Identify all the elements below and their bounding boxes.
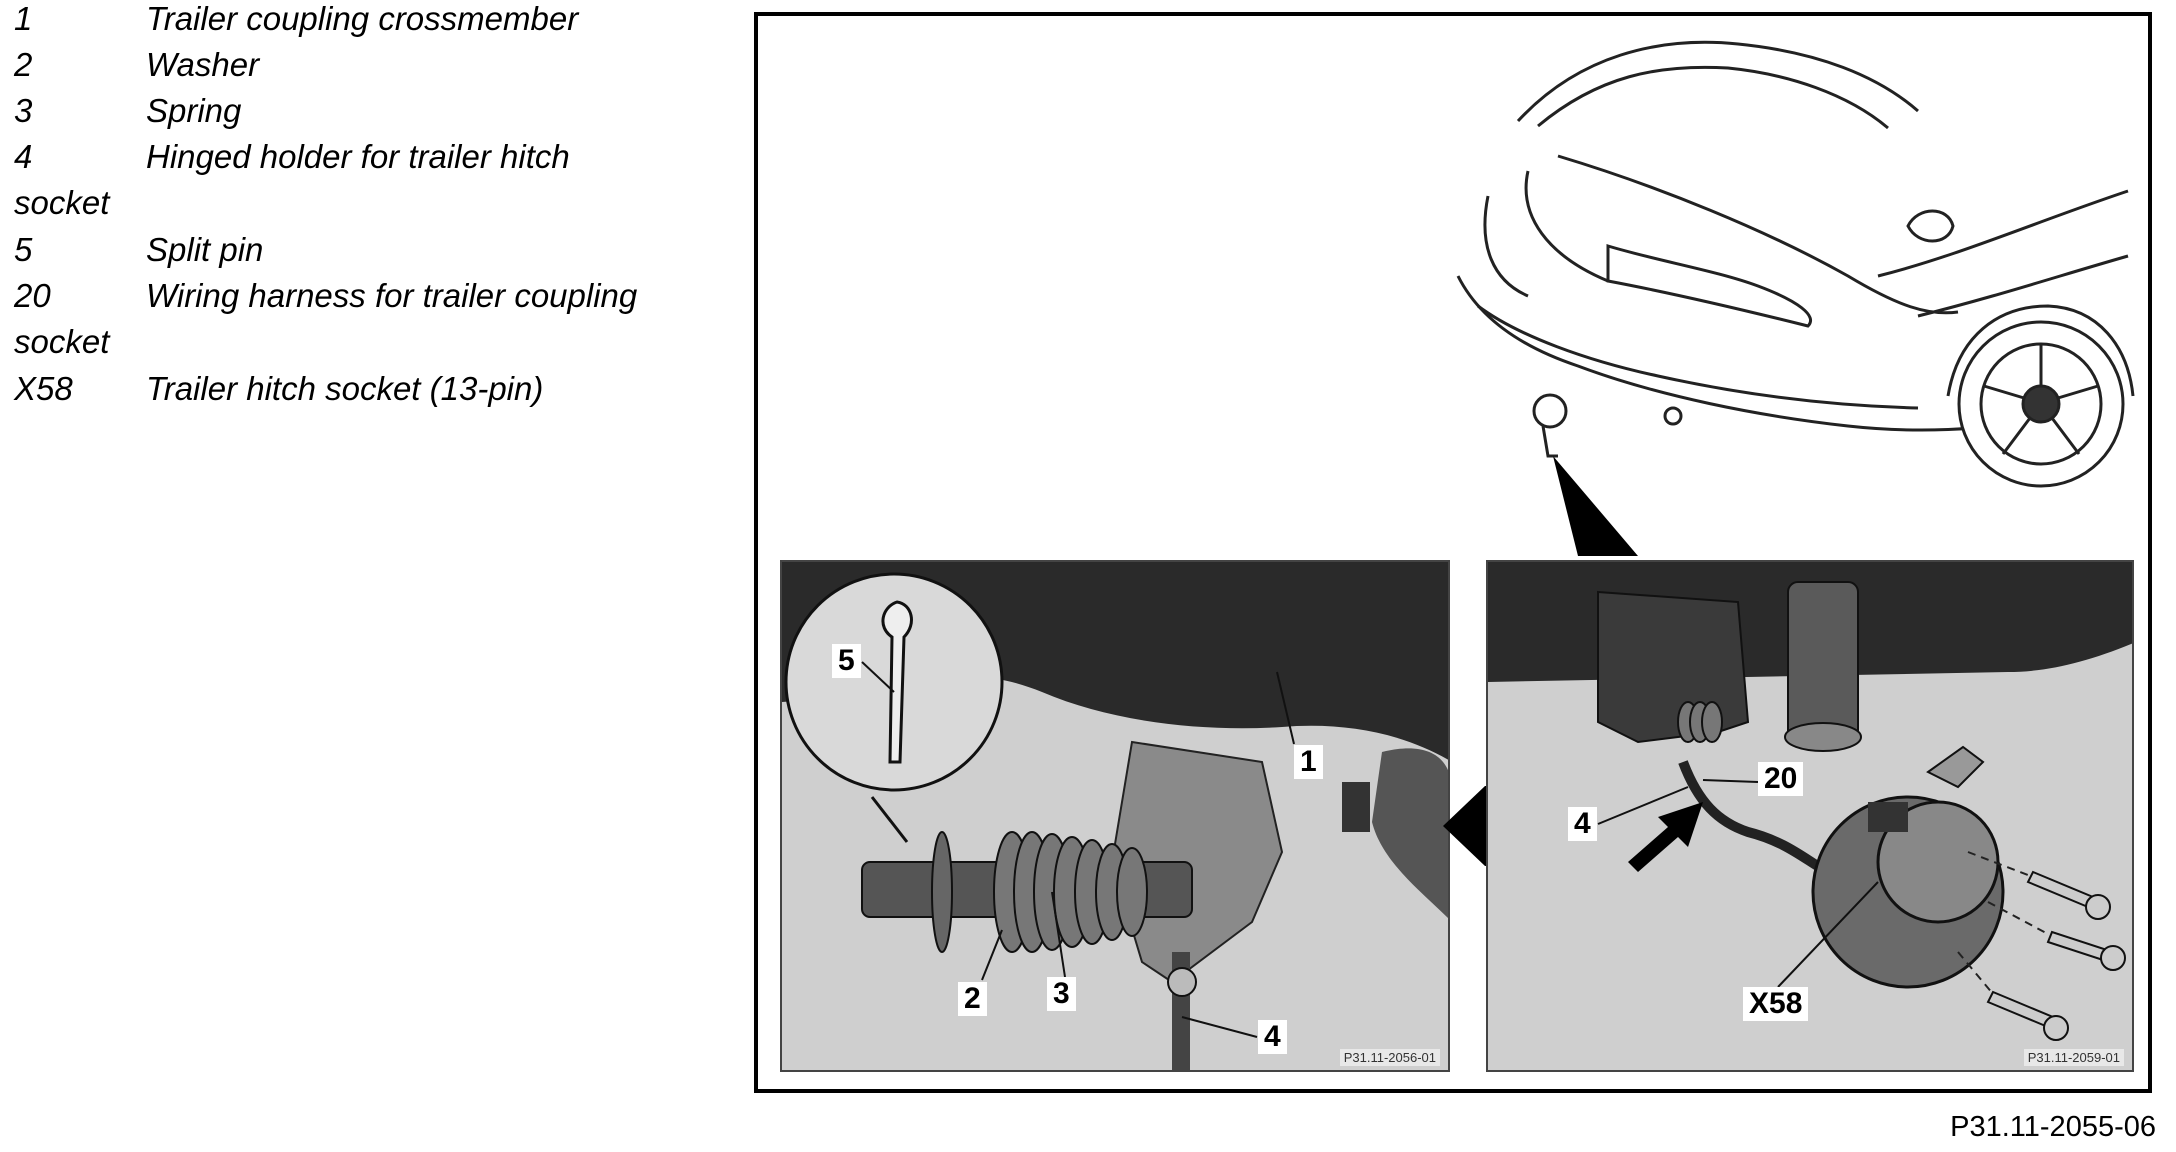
legend-text: Hinged holder for trailer hitch [146,138,570,175]
legend-item [14,138,734,231]
legend-number: X58 [14,370,73,407]
callout-5: 5 [832,644,861,678]
left-panel-ref-code: P31.11-2056-01 [1340,1049,1440,1066]
left-detail-panel [780,560,1450,1072]
callout-4: 4 [1568,807,1597,841]
left-detail-illustration [782,562,1450,1072]
legend-number: 4 [14,138,33,175]
trailer-hitch-ball-icon [1534,395,1681,456]
legend-item [14,370,734,416]
legend-number: 5 [14,231,33,268]
callout-x58: X58 [1743,987,1808,1021]
figure-frame [754,12,2152,1093]
legend-item [14,231,734,277]
legend-text: Washer [146,46,260,83]
callout-3: 3 [1047,977,1076,1011]
callout-1: 1 [1294,745,1323,779]
legend-text: Trailer coupling crossmember [146,0,579,37]
legend-number: 20 [14,277,51,314]
figure-code: P31.11-2055-06 [1950,1111,2156,1143]
legend-text: Split pin [146,231,264,268]
legend-text: Trailer hitch socket (13-pin) [146,370,544,407]
legend-text: Spring [146,92,242,129]
wheel-icon [1959,322,2123,486]
detail-pointer-icon [1553,456,1638,556]
legend-item [14,46,734,92]
car-rear-illustration [758,16,2148,576]
legend-text: Wiring harness for trailer coupling [146,277,638,314]
callout-2: 2 [958,982,987,1016]
legend-number: 1 [14,0,33,37]
legend-text-continuation: socket [14,323,110,360]
parts-legend [14,0,734,416]
callout-4: 4 [1258,1020,1287,1054]
callout-20: 20 [1758,762,1803,796]
legend-item [14,0,734,46]
legend-number: 2 [14,46,33,83]
right-panel-ref-code: P31.11-2059-01 [2024,1049,2124,1066]
legend-item [14,277,734,370]
legend-number: 3 [14,92,33,129]
legend-text-continuation: socket [14,184,110,221]
right-detail-panel [1486,560,2134,1072]
legend-item [14,92,734,138]
